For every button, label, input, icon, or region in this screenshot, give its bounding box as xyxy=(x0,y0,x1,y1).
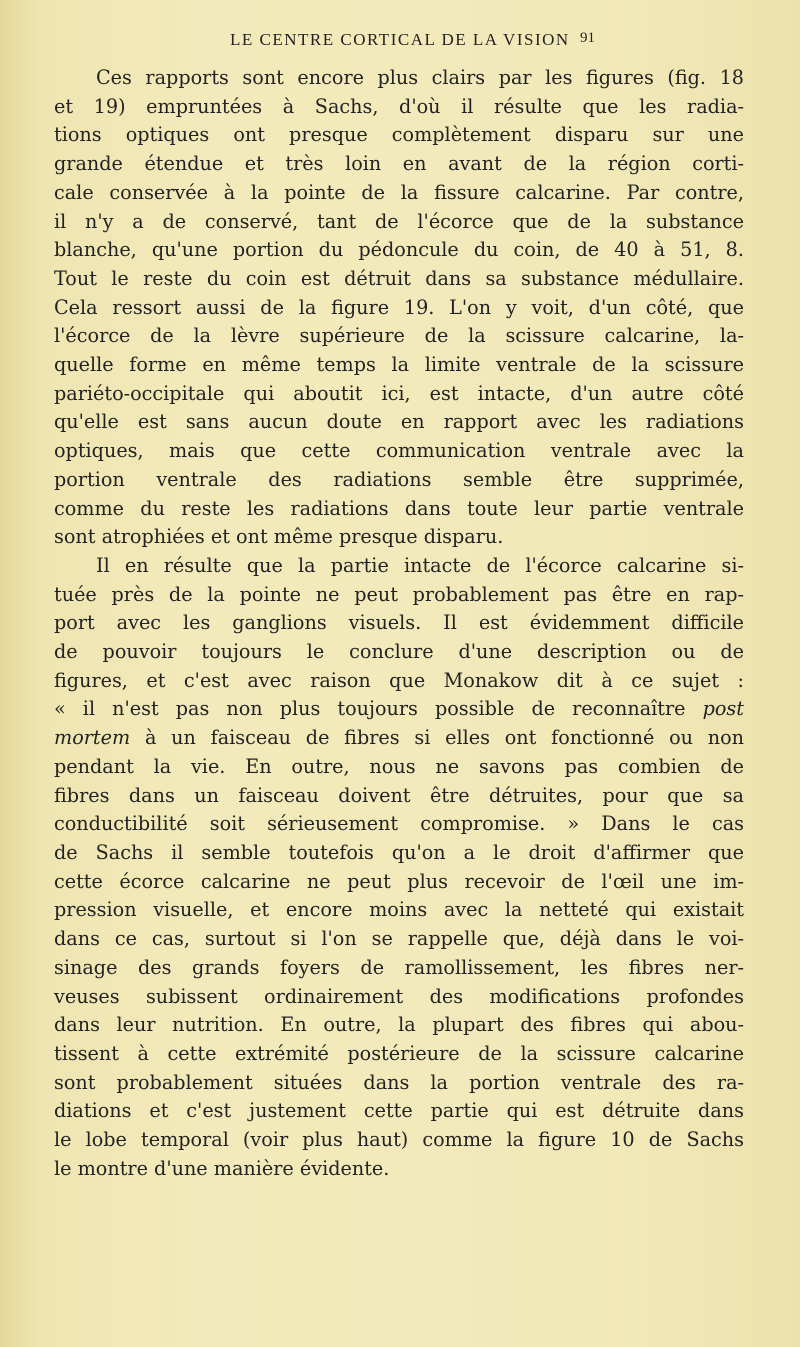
text-line: blanche, qu'une portion du pédoncule du coin, de 40 à 51, 8. xyxy=(54,238,744,262)
text-line: Ces rapports sont encore plus clairs par les figures (fig. 18 xyxy=(96,66,744,89)
text-line-with-italic xyxy=(54,695,744,724)
text-line: sinage des grands foyers de ramollissement, les fibres ner- xyxy=(54,955,744,979)
text-line: diations et c'est justement cette partie qui est détruite dans xyxy=(54,1099,744,1123)
text-line: de Sachs il semble toutefois qu'on a le droit d'affirmer que xyxy=(54,840,744,864)
body-text xyxy=(54,64,744,1183)
page-number: 91 xyxy=(580,30,595,46)
text-line: quelle forme en même temps la limite ventrale de la scissure xyxy=(54,353,744,377)
text-line: Il en résulte que la partie intacte de l'écorce calcarine si- xyxy=(96,553,744,577)
text-line: optiques, mais que cette communication ventrale avec la xyxy=(54,439,744,463)
text-line: et 19) empruntées à Sachs, d'où il résulte que les radia- xyxy=(54,94,744,118)
text-line: qu'elle est sans aucun doute en rapport avec les radiations xyxy=(54,410,744,434)
text-line: cette écorce calcarine ne peut plus recevoir de l'œil une im- xyxy=(54,869,744,893)
text-segment: « il n'est pas non plus toujours possible de reconnaître xyxy=(54,697,686,721)
running-title: LE CENTRE CORTICAL DE LA VISION xyxy=(230,30,570,49)
text-line: tuée près de la pointe ne peut probablement pas être en rap- xyxy=(54,582,744,606)
text-line: dans ce cas, surtout si l'on se rappelle que, déjà dans le voi- xyxy=(54,927,744,951)
text-line-with-italic xyxy=(54,724,744,753)
text-line: l'écorce de la lèvre supérieure de la scissure calcarine, la- xyxy=(54,324,744,348)
text-line: figures, et c'est avec raison que Monakow dit à ce sujet : xyxy=(54,668,744,692)
italic-word: post xyxy=(702,697,744,721)
text-line: le lobe temporal (voir plus haut) comme la figure 10 de Sachs xyxy=(54,1128,744,1152)
text-line: sont atrophiées et ont même presque disparu. xyxy=(54,525,504,549)
text-line: pression visuelle, et encore moins avec la netteté qui existait xyxy=(54,898,744,922)
text-line: tissent à cette extrémité postérieure de la scissure calcarine xyxy=(54,1041,744,1065)
text-line: il n'y a de conservé, tant de l'écorce que de la substance xyxy=(54,209,744,233)
text-segment: à un faisceau de fibres si elles ont fonctionné ou non xyxy=(144,726,744,750)
text-line: Cela ressort aussi de la figure 19. L'on y voit, d'un côté, que xyxy=(54,295,744,319)
text-line: de pouvoir toujours le conclure d'une description ou de xyxy=(54,640,744,664)
page-header xyxy=(0,30,800,54)
text-line: cale conservée à la pointe de la fissure calcarine. Par contre, xyxy=(54,180,744,204)
text-line: fibres dans un faisceau doivent être détruites, pour que sa xyxy=(54,783,744,807)
text-line: pendant la vie. En outre, nous ne savons pas combien de xyxy=(54,754,744,778)
text-line: Tout le reste du coin est détruit dans sa substance médullaire. xyxy=(54,266,744,290)
text-line: pariéto-occipitale qui aboutit ici, est intacte, d'un autre côté xyxy=(54,381,744,405)
text-line: veuses subissent ordinairement des modifications profondes xyxy=(54,984,744,1008)
text-line: tions optiques ont presque complètement disparu sur une xyxy=(54,123,744,147)
text-line: sont probablement situées dans la portion ventrale des ra- xyxy=(54,1070,744,1094)
text-line: portion ventrale des radiations semble être supprimée, xyxy=(54,467,744,491)
text-line: le montre d'une manière évidente. xyxy=(54,1156,390,1180)
text-line: conductibilité soit sérieusement compromise. » Dans le cas xyxy=(54,812,744,836)
text-line: comme du reste les radiations dans toute leur partie ventrale xyxy=(54,496,744,520)
text-line: port avec les ganglions visuels. Il est évidemment difficile xyxy=(54,611,744,635)
italic-word: mortem xyxy=(54,726,131,750)
text-line: grande étendue et très loin en avant de la région corti- xyxy=(54,152,744,176)
text-line: dans leur nutrition. En outre, la plupart des fibres qui abou- xyxy=(54,1013,744,1037)
